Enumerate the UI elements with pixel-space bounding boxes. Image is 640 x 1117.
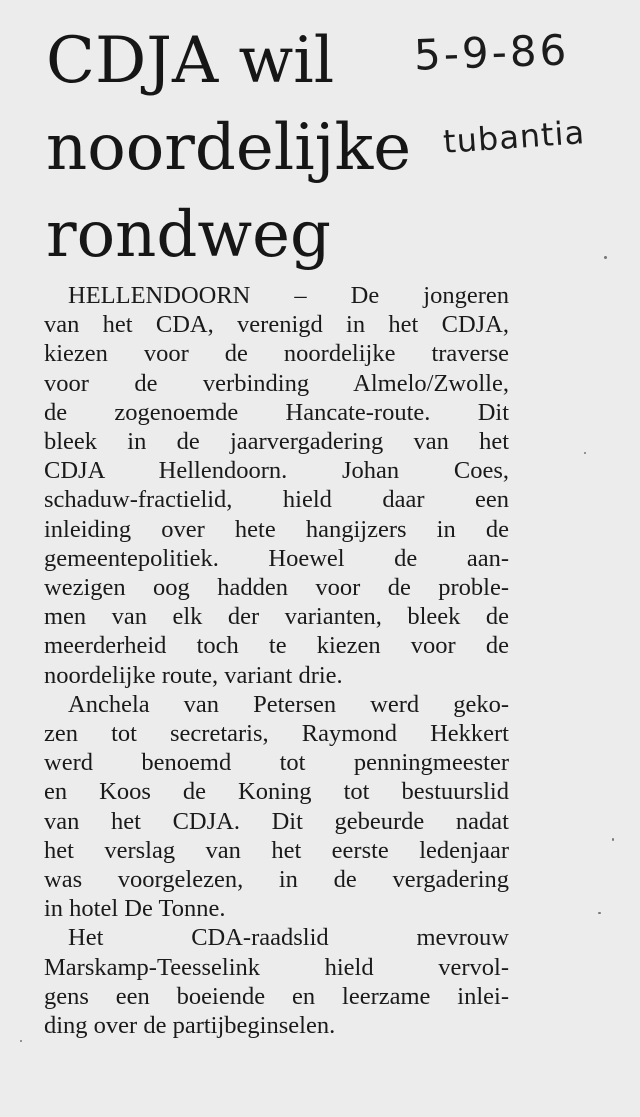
paper-speck [20,1040,22,1042]
article-line: wezigen oog hadden voor de proble- [44,574,509,602]
article-line: bleek in de jaarvergadering van het [44,428,509,456]
article-line: gens een boeiende en leerzame inlei- [44,982,509,1010]
article-line: inleiding over hete hangijzers in de [44,515,509,543]
article-line: Anchela van Petersen werd geko- [68,690,509,718]
article-line: CDJA Hellendoorn. Johan Coes, [44,457,509,485]
article-line: de zogenoemde Hancate-route. Dit [44,398,509,426]
article-line: meerderheid toch te kiezen voor de [44,632,509,660]
headline-line: noordelijke [46,111,412,185]
article-line: het verslag van het eerste ledenjaar [44,836,509,864]
headline [46,18,426,279]
paper-speck [598,912,601,914]
article-line: zen tot secretaris, Raymond Hekkert [44,720,509,748]
handwritten-date: 5-9-86 [413,25,571,80]
paper-speck [612,838,614,841]
article-line: men van elk der varianten, bleek de [44,603,509,631]
article-line: voor de verbinding Almelo/Zwolle, [44,369,509,397]
article-line: HELLENDOORN – De jongeren [68,282,509,309]
article-line: in hotel De Tonne. [44,895,226,923]
paper-speck [584,452,586,454]
article-line: werd benoemd tot penningmeester [44,749,509,777]
article-line: van het CDJA. Dit gebeurde nadat [44,807,509,835]
handwritten-source: tubantia [441,113,587,161]
article-line: was voorgelezen, in de vergadering [44,866,509,894]
article-body [44,281,509,1040]
article-line: gemeentepolitiek. Hoewel de aan- [44,544,509,572]
headline-line: rondweg [46,198,331,272]
headline-line: CDJA wil [46,24,335,98]
paper-speck [604,256,607,259]
article-line: Marskamp-Teesselink hield vervol- [44,953,509,981]
article-line: noordelijke route, variant drie. [44,661,343,689]
article-line: Het CDA-raadslid mevrouw [68,924,509,952]
article-line: schaduw-fractielid, hield daar een [44,486,509,514]
article-line: ding over de partijbeginselen. [44,1012,336,1040]
article-line: kiezen voor de noordelijke traverse [44,340,509,368]
article-line: en Koos de Koning tot bestuurslid [44,778,509,806]
article-line: van het CDA, verenigd in het CDJA, [44,311,509,339]
